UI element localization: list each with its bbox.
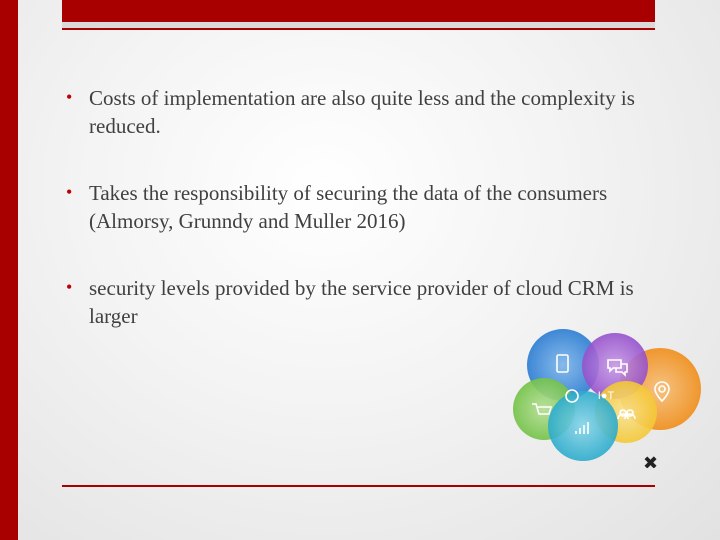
bullet-text: Costs of implementation are also quite less and the complexity is reduced. <box>89 86 635 138</box>
close-icon: ✖ <box>643 453 659 468</box>
top-divider-line <box>62 28 655 30</box>
bullet-text: Takes the responsibility of securing the data of the consumers (Almorsy, Grunndy and Muller 2016) <box>89 181 608 233</box>
bullet-dot: • <box>66 277 73 297</box>
iot-circles-graphic <box>510 328 705 468</box>
top-header-bar <box>62 0 655 22</box>
bottom-divider-line <box>62 485 655 487</box>
bullet-list <box>66 84 646 369</box>
bullet-dot: • <box>66 87 73 107</box>
bullet-item <box>66 84 646 140</box>
bullet-text: security levels provided by the service provider of cloud CRM is larger <box>89 276 634 328</box>
left-accent-bar <box>0 0 18 540</box>
iot-label: I●T <box>597 390 615 402</box>
bullet-item <box>66 274 646 330</box>
bullet-item <box>66 179 646 235</box>
bullet-dot: • <box>66 182 73 202</box>
